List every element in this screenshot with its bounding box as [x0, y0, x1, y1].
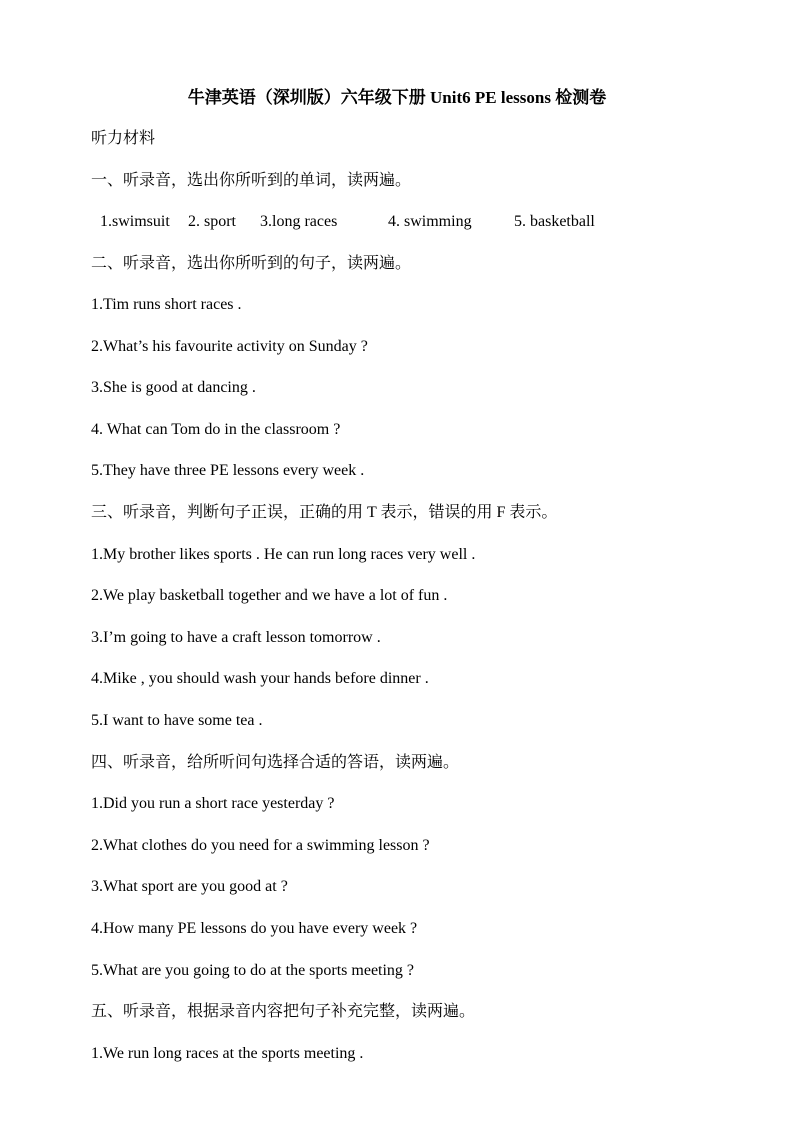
section2-instruction: 二、听录音，选出你所听到的句子，读两遍。 [91, 255, 412, 272]
section4-item: 5.What are you going to do at the sports meeting ? [91, 962, 415, 979]
section5-instruction: 五、听录音，根据录音内容把句子补充完整，读两遍。 [91, 1003, 476, 1020]
word-item: 3.long races [260, 213, 338, 230]
section4-item: 4.How many PE lessons do you have every week ? [91, 920, 418, 937]
section4-instruction: 四、听录音，给所听问句选择合适的答语，读两遍。 [91, 754, 460, 771]
section2-item: 4. What can Tom do in the classroom ? [91, 421, 341, 438]
section-heading: 听力材料 [91, 130, 156, 147]
section2-item: 3.She is good at dancing . [91, 379, 256, 396]
section3-item: 5.I want to have some tea . [91, 712, 263, 729]
section4-item: 1.Did you run a short race yesterday ? [91, 795, 335, 812]
section1-instruction: 一、听录音，选出你所听到的单词，读两遍。 [91, 172, 412, 189]
document-title: 牛津英语（深圳版）六年级下册 Unit6 PE lessons 检测卷 [187, 88, 607, 107]
section3-item: 3.I’m going to have a craft lesson tomorrow . [91, 629, 381, 646]
word-item: 4. swimming [388, 213, 472, 230]
section2-item: 5.They have three PE lessons every week . [91, 462, 365, 479]
section2-item: 2.What’s his favourite activity on Sunday ? [91, 338, 368, 355]
section4-item: 2.What clothes do you need for a swimming lesson ? [91, 837, 430, 854]
section4-item: 3.What sport are you good at ? [91, 878, 288, 895]
section2-item: 1.Tim runs short races . [91, 296, 242, 313]
section3-item: 2.We play basketball together and we have a lot of fun . [91, 587, 448, 604]
word-item: 1.swimsuit [100, 213, 170, 230]
word-item: 5. basketball [514, 213, 595, 230]
section3-item: 4.Mike , you should wash your hands before dinner . [91, 670, 429, 687]
section5-item: 1.We run long races at the sports meeting . [91, 1045, 364, 1062]
section3-item: 1.My brother likes sports . He can run long races very well . [91, 546, 476, 563]
word-item: 2. sport [188, 213, 236, 230]
section3-instruction: 三、听录音，判断句子正误，正确的用 T 表示，错误的用 F 表示。 [91, 504, 558, 521]
